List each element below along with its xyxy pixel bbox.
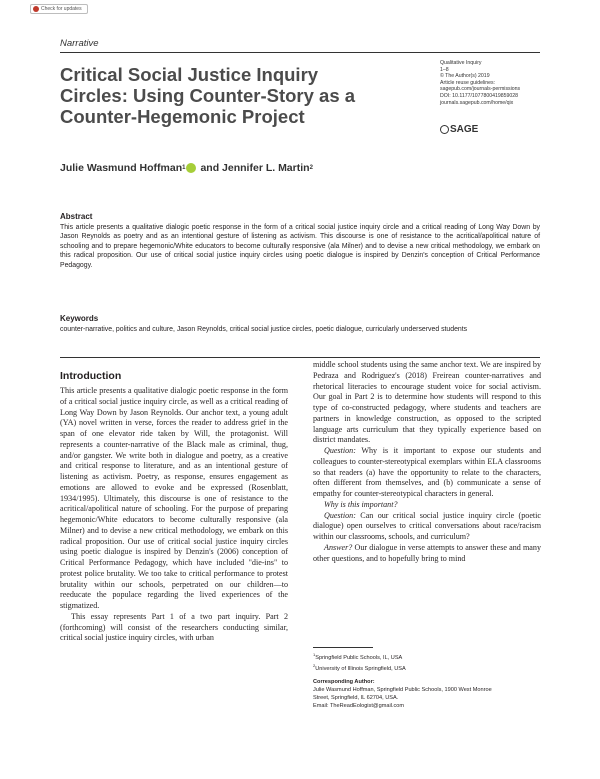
intro-paragraph-3: middle school students using the same anchor text. We are inspired by Pedraza and Rodriguez's (2018) Freirean counter-narratives and rhetorical literacies to encourage student voice for social activism. Our goal in Part 2 is to determine how students will respond to this type of co-constructed pedagogy, where students and teachers are partners in knowledge construction, as opposed to the scripted language arts curriculum that they typically experience based on district mandates. bbox=[313, 360, 541, 445]
journal-home-link[interactable]: journals.sagepub.com/home/qix bbox=[440, 99, 514, 106]
corresponding-author-heading: Corresponding Author: bbox=[313, 678, 375, 685]
publisher-name: SAGE bbox=[450, 124, 479, 135]
middle-divider bbox=[60, 357, 540, 358]
author-1-affil: 1 bbox=[182, 165, 186, 171]
journal-meta bbox=[440, 60, 520, 106]
abstract-heading: Abstract bbox=[60, 212, 93, 221]
question-text: Can our critical social justice inquiry circle (poetic dialogue) open ourselves to critical conversations about race/racism within our classrooms, schools, and curriculum? bbox=[313, 510, 541, 541]
question-italic: Why is this important? bbox=[324, 499, 398, 509]
footnote-2 bbox=[313, 662, 543, 673]
publisher-logo bbox=[440, 124, 478, 135]
top-divider bbox=[60, 52, 540, 53]
article-title: Critical Social Justice Inquiry Circles: Using Counter-Story as a Counter-Hegemonic Project bbox=[60, 64, 356, 127]
keywords-text: counter-narrative, politics and culture, Jason Reynolds, critical social justice circles, poetic dialogue, curricularly underserved students bbox=[60, 326, 468, 333]
author-line bbox=[60, 162, 313, 174]
question-paragraph-1 bbox=[313, 446, 541, 500]
author-1: Julie Wasmund Hoffman bbox=[60, 162, 183, 174]
intro-paragraph-1: This article presents a qualitative dialogic poetic response in the form of a critical social justice inquiry circle, as well as a critical reading of Long Way Down by Jason Reynolds. Our anchor text, a young adult (YA) novel written in verse, forces the reader to address grief in the span of one elevator ride taken by Will, the protagonist. Will represents a counter-narrative of the Black male as criminal, thug, and/or gangster. We write both in dialogue and poetry, as a creative and critical response to literature, and as an intentional gesture of listening as activism. Poetry, as response, ensures engagement as emotions are allowed to evoke and be expressed (Rosenblatt, 1934/1995). Ultimately, this discourse is one of resistance to the acritical/apolitical nature of schooling. For the purpose of preparing hegemonic/White educators to become culturally responsive (ala Milner) and to devise a new critical methodology, we embark on this radical proposition. Our use of critical social justice inquiry circles using poetic dialogue is inspired by Denzin's (2006) conception of Critical Performance Pedagogy, which have included "die-ins" to protest police brutality. We too take to critical performance to protest brutality within our schools, perpetrated on our children—to reeducate the populace regarding the lived experiences of the stigmatized. bbox=[60, 386, 288, 610]
introduction-heading: Introduction bbox=[60, 370, 122, 382]
footnotes bbox=[313, 651, 543, 710]
reuse-link[interactable]: sagepub.com/journals-permissions bbox=[440, 86, 521, 93]
question-label: Question: bbox=[324, 446, 356, 455]
left-column bbox=[60, 386, 288, 644]
doi[interactable]: DOI: 10.1177/1077800419859028 bbox=[440, 92, 519, 99]
corresponding-author-line-1: Julie Wasmund Hoffman, Springfield Public Schools, 1900 West Monroe bbox=[313, 686, 492, 693]
corresponding-author-line-2: Street, Springfield, IL 62704, USA. bbox=[313, 694, 399, 701]
page-range: 1–8 bbox=[440, 66, 449, 73]
footnote-1-marker: 1 bbox=[313, 652, 316, 657]
footnote-divider bbox=[313, 647, 373, 648]
intro-paragraph-2: This essay represents Part 1 of a two part inquiry. Part 2 (forthcoming) will consist of the researchers conducting similar, critical social justice inquiry circles, with urban bbox=[60, 611, 288, 643]
question-text: Why is it important to expose our students and colleagues to counter-stereotypical exemplars within ELA classrooms so that readers (a) have the opportunity to relate to the characters, often different from themselves, and (b) communicate a sense of empathy for counter-stereotypical characters in general. bbox=[313, 446, 541, 498]
right-column bbox=[313, 360, 541, 564]
author-2: and Jennifer L. Martin bbox=[200, 162, 310, 174]
footnote-2-marker: 2 bbox=[313, 662, 316, 668]
sage-logo-icon bbox=[440, 125, 449, 134]
author-2-affil: 2 bbox=[309, 165, 313, 171]
footnote-2-text: University of Illinois Springfield, USA bbox=[315, 665, 406, 672]
abstract-text: This article presents a qualitative dialogic poetic response in the form of a critical social justice inquiry circle and a critical reading of Long Way Down by Jason Reynolds as poetry and as an intentional gesture of listening as activism. This discourse is one of resistance to the acritical/apolitical nature of schooling and to prepare hegemonic/White educators to become culturally responsive (ala Milner) and to devise a new critical methodology, we embark on this radical proposition. Our use of critical social justice inquiry circles using poetic dialogue is inspired by Denzin's conception of Critical Performance Pedagogy. bbox=[60, 224, 540, 269]
check-for-updates-badge[interactable] bbox=[30, 4, 88, 14]
reuse-guidelines: Article reuse guidelines: bbox=[440, 79, 496, 86]
section-label: Narrative bbox=[60, 38, 99, 49]
updates-icon bbox=[33, 6, 39, 12]
footnote-1 bbox=[313, 651, 543, 662]
footnote-1-text: Springfield Public Schools, IL, USA bbox=[315, 654, 403, 661]
badge-label: Check for updates bbox=[41, 6, 82, 12]
orcid-icon[interactable] bbox=[186, 163, 196, 173]
answer-paragraph bbox=[313, 543, 541, 565]
question-label: Question: bbox=[324, 510, 356, 520]
copyright: © The Author(s) 2019 bbox=[440, 73, 490, 80]
answer-text: Our dialogue in verse attempts to answer these and many other questions, and to hopefully bring to mind bbox=[313, 542, 541, 563]
question-paragraph-3 bbox=[313, 511, 541, 543]
journal-name: Qualitative Inquiry bbox=[440, 60, 482, 66]
keywords-heading: Keywords bbox=[60, 314, 99, 323]
answer-label: Answer? bbox=[324, 542, 353, 552]
question-paragraph-2 bbox=[313, 500, 541, 511]
corresponding-author-email[interactable]: Email: TheReadEologist@gmail.com bbox=[313, 702, 405, 709]
